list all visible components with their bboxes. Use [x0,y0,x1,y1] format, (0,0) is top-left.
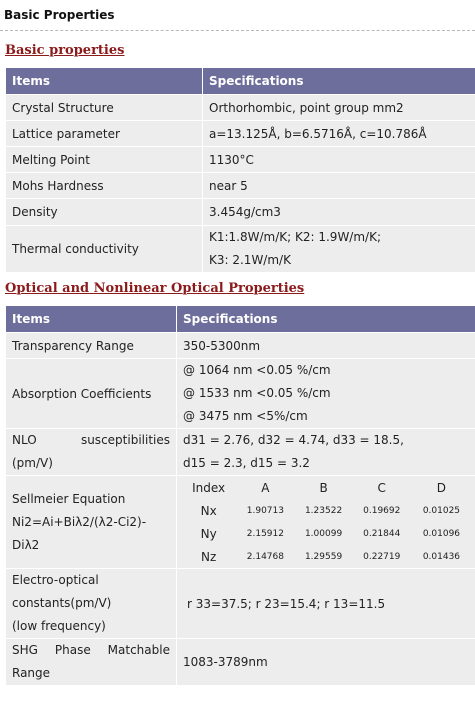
spec-cell: a=13.125Å, b=6.5716Å, c=10.786Å [203,121,475,146]
item-cell: Transparency Range [6,333,176,358]
nlo-label-word: susceptibilities [80,433,170,447]
shg-label-word: Matchable [107,643,170,657]
table-row [6,639,475,685]
table-row [6,333,475,358]
nlo-label-line [12,429,170,452]
electro-label-line: (low frequency) [12,619,106,633]
optical-properties-title[interactable]: Optical and Nonlinear Optical Properties [5,281,305,296]
table-header-row [6,68,475,94]
sellmeier-value: 0.01436 [422,551,461,562]
nlo-line: d31 = 2.76, d32 = 4.74, d33 = 18.5, [183,433,404,447]
items-column-header: Items [6,68,202,94]
absorption-line: @ 1533 nm <0.05 %/cm [183,386,331,400]
electro-label-line: Electro-optical [12,573,99,587]
sellmeier-value: 0.01096 [422,528,461,539]
nlo-label-unit: (pm/V) [12,456,53,470]
page-heading-text: Basic Properties [4,8,115,22]
item-cell [6,569,176,638]
item-cell: Mohs Hardness [6,173,202,198]
sellmeier-value: 2.15912 [246,528,284,539]
item-cell: Crystal Structure [6,95,202,120]
table-row [6,95,475,120]
table-header-row [6,306,475,332]
item-cell [6,476,176,568]
spec-cell: Orthorhombic, point group mm2 [203,95,475,120]
table-row [6,173,475,198]
specifications-column-header: Specifications [203,68,475,94]
sellmeier-value: 1.90713 [246,505,284,516]
sellmeier-header: D [436,480,447,495]
sellmeier-value: 0.22719 [363,551,401,562]
spec-cell: 1130°C [203,147,475,172]
specifications-column-header: Specifications [177,306,475,332]
sellmeier-header-row [181,476,472,499]
page-heading [0,0,475,31]
spec-cell [177,359,475,428]
spec-cell: 350-5300nm [177,333,475,358]
thermal-line: K1:1.8W/m/K; K2: 1.9W/m/K; [209,230,381,244]
sellmeier-row [181,522,472,545]
basic-properties-table [5,67,475,273]
table-row [6,226,475,272]
item-cell: Density [6,199,202,225]
shg-label-line [12,639,170,662]
sellmeier-value: 2.14768 [246,551,284,562]
table-row [6,429,475,475]
thermal-line: K3: 2.1W/m/K [209,253,291,267]
table-row [6,569,475,638]
shg-label-range: Range [12,666,51,680]
nlo-label-word: NLO [12,433,37,447]
sellmeier-value: 1.23522 [304,505,343,516]
sellmeier-value: 0.19692 [363,505,401,516]
sellmeier-equation: Ni2=Ai+Biλ2/(λ2-Ci2)-Diλ2 [12,514,147,552]
sellmeier-header: A [261,480,270,495]
item-cell: Melting Point [6,147,202,172]
sellmeier-table [181,476,472,568]
sellmeier-value: 0.01025 [422,505,461,516]
item-cell: Absorption Coefficients [6,359,176,428]
spec-cell: near 5 [203,173,475,198]
items-column-header: Items [6,306,176,332]
sellmeier-value: 1.00099 [304,528,343,539]
sellmeier-value: 0.21844 [363,528,401,539]
spec-cell [203,226,475,272]
spec-cell [177,429,475,475]
table-row [6,121,475,146]
item-cell [6,429,176,475]
sellmeier-index: Ny [200,526,217,541]
electro-label-line: constants(pm/V) [12,596,112,610]
table-row [6,359,475,428]
absorption-line: @ 1064 nm <0.05 %/cm [183,363,331,377]
table-row [6,199,475,225]
table-row [6,147,475,172]
basic-properties-title[interactable]: Basic properties [5,43,125,58]
table-row [6,476,475,568]
item-cell: Lattice parameter [6,121,202,146]
sellmeier-header: Index [192,480,226,495]
sellmeier-index: Nx [200,503,217,518]
sellmeier-row [181,545,472,568]
shg-label-word: SHG [12,643,38,657]
item-cell [6,639,176,685]
sellmeier-header: C [377,480,386,495]
absorption-line: @ 3475 nm <5%/cm [183,409,308,423]
item-cell: Thermal conductivity [6,226,202,272]
optical-properties-table [5,305,475,686]
sellmeier-row [181,499,472,522]
sellmeier-cell [177,476,475,568]
shg-label-word: Phase [54,643,91,657]
nlo-line: d15 = 2.3, d15 = 3.2 [183,456,310,470]
sellmeier-header: B [319,480,328,495]
sellmeier-index: Nz [201,549,217,564]
spec-cell: 3.454g/cm3 [203,199,475,225]
sellmeier-value: 1.29559 [304,551,343,562]
sellmeier-label: Sellmeier Equation [12,491,126,506]
spec-cell: 1083-3789nm [177,639,475,685]
spec-cell: r 33=37.5; r 23=15.4; r 13=11.5 [177,569,475,638]
